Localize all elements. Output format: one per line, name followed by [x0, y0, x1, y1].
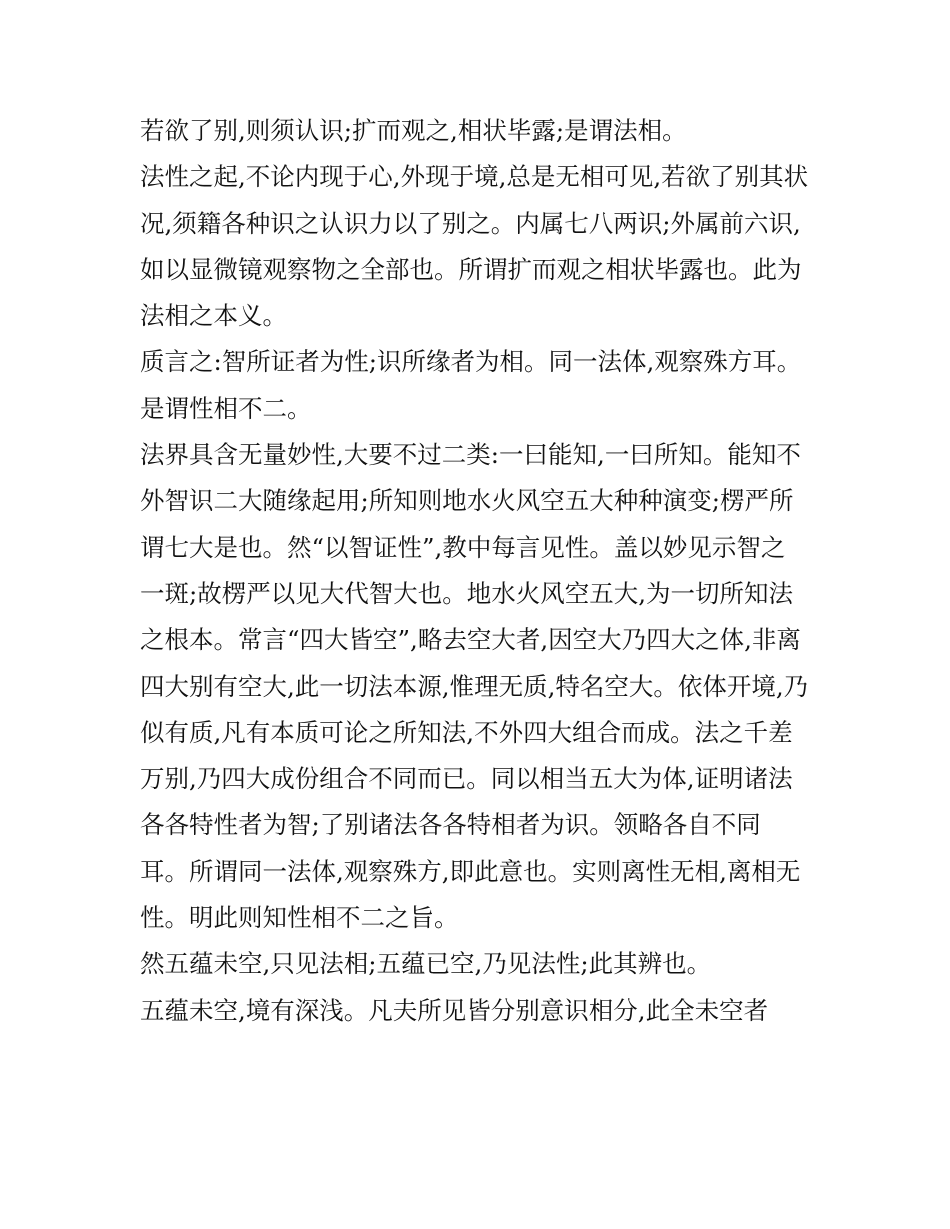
- text-line: 一斑;故楞严以见大代智大也。地水火风空五大,为一切所知法: [140, 578, 794, 608]
- text-line: 法界具含无量妙性,大要不过二类:一曰能知,一曰所知。能知不: [140, 440, 801, 470]
- text-line: 是谓性相不二。: [140, 393, 312, 423]
- text-line: 谓七大是也。然“以智证性”,教中每言见性。盖以妙见示智之: [140, 532, 786, 562]
- body-text: [140, 108, 820, 1034]
- text-line: 法相之本义。: [140, 301, 287, 331]
- text-line: 若欲了别,则须认识;扩而观之,相状毕露;是谓法相。: [140, 116, 687, 145]
- text-line: 法性之起,不论内现于心,外现于境,总是无相可见,若欲了别其状: [140, 162, 809, 192]
- text-line: 五蕴未空,境有深浅。凡夫所见皆分别意识相分,此全未空者: [140, 995, 769, 1025]
- text-line: 四大别有空大,此一切法本源,惟理无质,特名空大。依体开境,乃: [140, 671, 809, 701]
- text-line: 外智识二大随缘起用;所知则地水火风空五大种种演变;楞严所: [140, 486, 794, 516]
- text-line: 之根本。常言“四大皆空”,略去空大者,因空大乃四大之体,非离: [140, 625, 801, 655]
- text-line: 耳。所谓同一法体,观察殊方,即此意也。实则离性无相,离相无: [140, 856, 801, 886]
- text-line: 万别,乃四大成份组合不同而已。同以相当五大为体,证明诸法: [140, 764, 793, 794]
- text-line: 性。明此则知性相不二之旨。: [140, 903, 459, 933]
- text-line: 况,须籍各种识之认识力以了别之。内属七八两识;外属前六识,: [140, 208, 801, 238]
- text-line: 似有质,凡有本质可论之所知法,不外四大组合而成。法之千差: [140, 717, 793, 747]
- text-line: 质言之:智所证者为性;识所缘者为相。同一法体,观察殊方耳。: [140, 347, 802, 377]
- text-line: 各各特性者为智;了别诸法各各特相者为识。领略各自不同: [140, 810, 761, 840]
- text-line: 如以显微镜观察物之全部也。所谓扩而观之相状毕露也。此为: [140, 254, 802, 284]
- text-line: 然五蕴未空,只见法相;五蕴已空,乃见法性;此其辨也。: [140, 949, 712, 979]
